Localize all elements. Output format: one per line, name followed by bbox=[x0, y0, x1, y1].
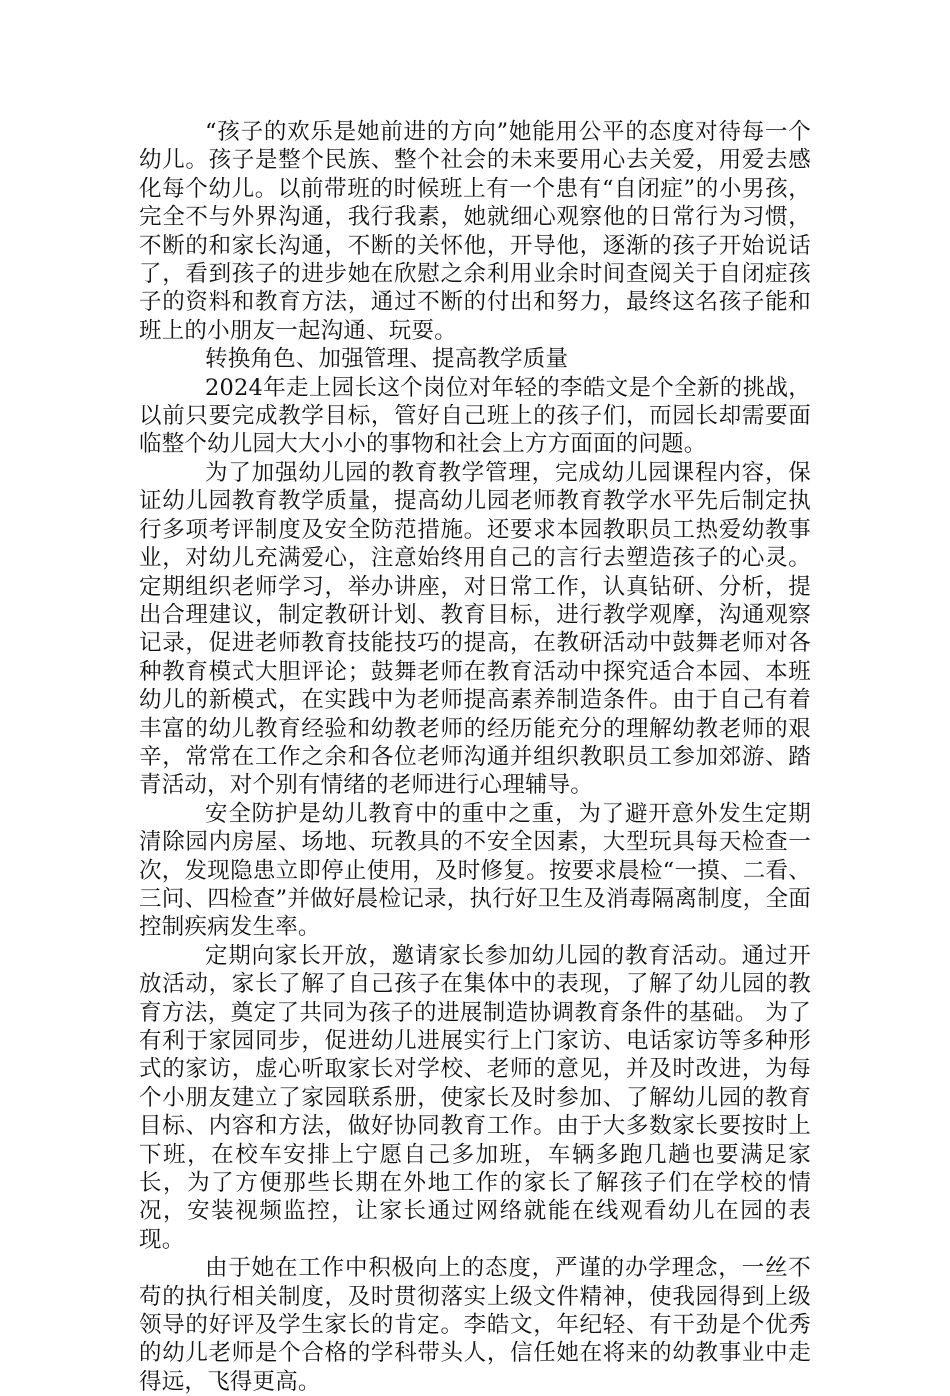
paragraph-safety: 安全防护是幼儿教育中的重中之重，为了避开意外发生定期清除园内房屋、场地、玩教具的不安全因素，大型玩具每天检查一次，发现隐患立即停止使用，及时修复。按要求晨检“一摸、二看、三问、四检查”并做好晨检记录，执行好卫生及消毒隔离制度，全面控制疾病发生率。 bbox=[139, 800, 811, 941]
paragraph-autism-child: “孩子的欢乐是她前进的方向”她能用公平的态度对待每一个幼儿。孩子是整个民族、整个社会的未来要用心去关爱，用爱去感化每个幼儿。以前带班的时候班上有一个患有“自闭症”的小男孩，完全不与外界沟通，我行我素，她就细心观察他的日常行为习惯，不断的和家长沟通，不断的关怀他，开导他，逐渐的孩子开始说话了，看到孩子的进步她在欣慰之余利用业余时间查阅关于自闭症孩子的资料和教育方法，通过不断的付出和努力，最终这名孩子能和班上的小朋友一起沟通、玩耍。 bbox=[139, 119, 811, 344]
paragraph-teaching-management: 为了加强幼儿园的教育教学管理，完成幼儿园课程内容，保证幼儿园教育教学质量，提高幼儿园老师教育教学水平先后制定执行多项考评制度及安全防范措施。还要求本园教职员工热爱幼教事业，对幼儿充满爱心，注意始终用自己的言行去塑造孩子的心灵。定期组织老师学习，举办讲座，对日常工作，认真钻研、分析，提出合理建议，制定教研计划、教育目标，进行教学观摩，沟通观察记录，促进老师教育技能技巧的提高，在教研活动中鼓舞老师对各种教育模式大胆评论；鼓舞老师在教育活动中探究适合本园、本班幼儿的新模式，在实践中为老师提高素养制造条件。由于自己有着丰富的幼儿教育经验和幼教老师的经历能充分的理解幼教老师的艰辛，常常在工作之余和各位老师沟通并组织教职员工参加郊游、踏青活动，对个别有情绪的老师进行心理辅导。 bbox=[139, 459, 811, 799]
section-heading: 转换角色、加强管理、提高教学质量 bbox=[205, 346, 569, 373]
paragraph-conclusion: 由于她在工作中积极向上的态度，严谨的办学理念，一丝不苟的执行相关制度，及时贯彻落实上级文件精神，使我园得到上级领导的好评及学生家长的肯定。李皓文，年纪轻、有干劲是个优秀的幼儿老师是个合格的学科带头人，信任她在将来的幼教事业中走得远，飞得更高。 bbox=[139, 1255, 811, 1395]
paragraph-principal-challenge: 2024年走上园长这个岗位对年轻的李皓文是个全新的挑战，以前只要完成教学目标，管好自己班上的孩子们，而园长却需要面临整个幼儿园大大小小的事物和社会上方方面面的问题。 bbox=[139, 374, 811, 458]
paragraph-parent-communication: 定期向家长开放，邀请家长参加幼儿园的教育活动。通过开放活动，家长了解了自己孩子在集体中的表现，了解了幼儿园的教育方法，奠定了共同为孩子的进展制造协调教育条件的基础。 为了有利于家园同步，促进幼儿进展实行上门家访、电话家访等多种形式的家访，虚心听取家长对学校、老师的意见，并及时改进，为每个小朋友建立了家园联系册，使家长及时参加、了解幼儿园的教育目标、内容和方法，做好协同教育工作。由于大多数家长要按时上下班，在校车安排上宁愿自己多加班，车辆多跑几趟也要满足家长，为了方便那些长期在外地工作的家长了解孩子们在学校的情况，安装视频监控，让家长通过网络就能在线观看幼儿在园的表现。 bbox=[139, 942, 811, 1253]
document-body bbox=[139, 118, 811, 1396]
